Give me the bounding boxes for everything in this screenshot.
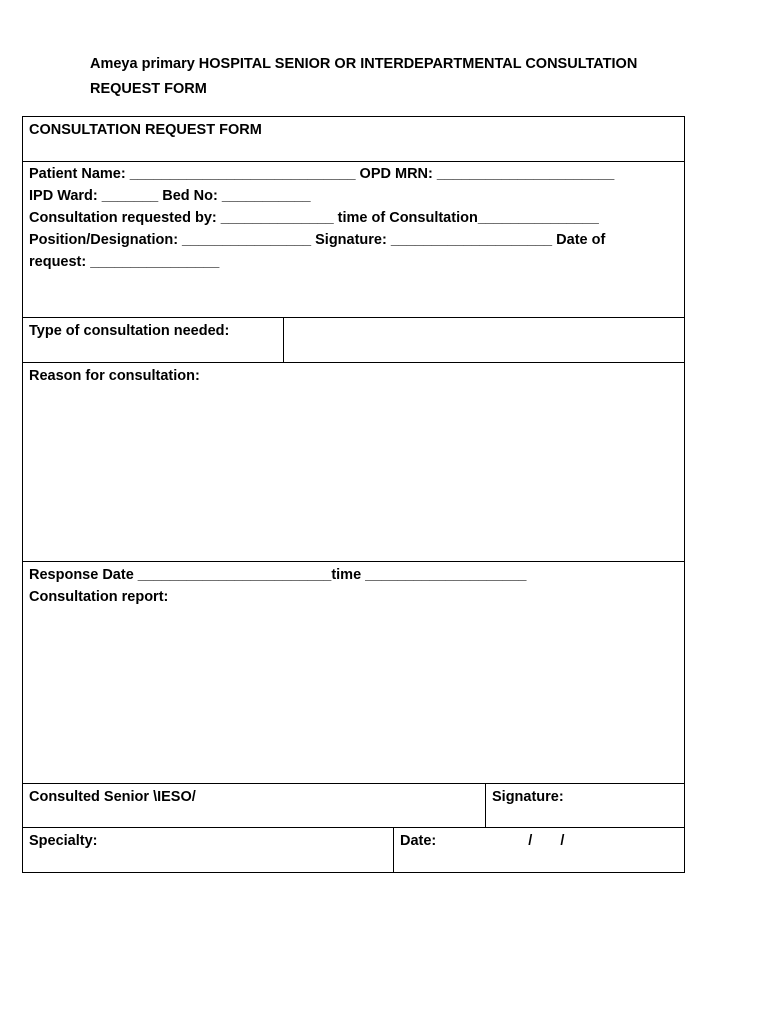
consultation-type-field[interactable]	[284, 318, 685, 363]
response-date-line: Response Date ________________________time ____________________	[29, 567, 527, 583]
date-slashes: / /	[528, 833, 565, 849]
page-title-line-2: REQUEST FORM	[90, 81, 207, 97]
specialty-row	[23, 828, 685, 873]
consultation-form-table	[22, 116, 685, 873]
consulted-senior-label: Consulted Senior \IESO/	[29, 789, 196, 805]
patient-name-line: Patient Name: ____________________________ OPD MRN: ______________________	[29, 166, 615, 182]
page-title-line-1: Ameya primary HOSPITAL SENIOR OR INTERDEPARTMENTAL CONSULTATION	[90, 56, 638, 72]
response-field[interactable]	[23, 562, 685, 784]
consultation-type-row	[23, 318, 685, 363]
ward-bed-line: IPD Ward: _______ Bed No: ___________	[29, 188, 311, 204]
reason-row	[23, 363, 685, 562]
reason-label: Reason for consultation:	[29, 368, 200, 384]
patient-details-cell[interactable]	[23, 162, 685, 318]
date-label: Date:	[400, 833, 437, 849]
consultation-type-label: Type of consultation needed:	[29, 323, 230, 339]
consultation-type-label-cell	[23, 318, 284, 363]
request-date-line: request: ________________	[29, 254, 220, 270]
form-header-row	[23, 117, 685, 162]
specialty-label: Specialty:	[29, 833, 98, 849]
signature-label: Signature:	[492, 789, 564, 805]
date-field[interactable]	[394, 828, 685, 873]
page-title	[90, 52, 690, 102]
form-header-cell	[23, 117, 685, 162]
reason-field[interactable]	[23, 363, 685, 562]
specialty-field[interactable]	[23, 828, 394, 873]
consulted-senior-row	[23, 784, 685, 828]
patient-details-row	[23, 162, 685, 318]
response-row	[23, 562, 685, 784]
form-header-label: CONSULTATION REQUEST FORM	[29, 122, 262, 138]
signature-field[interactable]	[486, 784, 685, 828]
consultation-report-label: Consultation report:	[29, 589, 169, 605]
position-signature-line: Position/Designation: ________________ Signature: ____________________ Date of	[29, 232, 606, 248]
consulted-senior-field[interactable]	[23, 784, 486, 828]
requested-by-line: Consultation requested by: ______________ time of Consultation_______________	[29, 210, 599, 226]
